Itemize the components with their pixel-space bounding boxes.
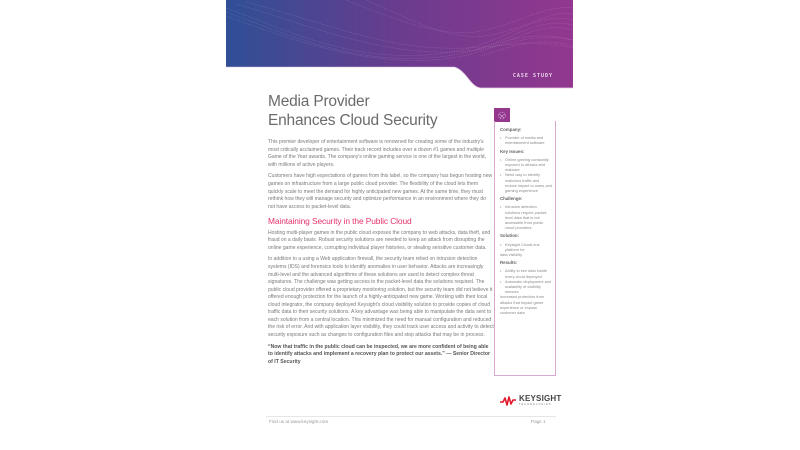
- header-banner: [226, 0, 573, 90]
- keysight-wave-icon: [500, 396, 516, 406]
- sidebar-item: • Need way to identify malicious traffic and reduce impact to users and gaming experience: [500, 172, 552, 193]
- section-paragraph: In addition to a using a Web application firewall, the security team relied on intrusion detection systems (IDS) and forensics tools to identify anomalies in user behavior. Attacks are increasingly multi-level and the advanced algorithms of these solutions are used to detect complex threat signatures. The challenge was getting access to the packet-level data the solutions required. The public cloud provider offered a proprietary monitoring solution, but the security team did not believe it offered enough protection for the launch of a highly-anticipated new game. Working with their local cloud integrator, the company deployed Keysight's cloud visibility solution to provide copies of cloud traffic data to their security solutions. A key advantage was being able to manipulate the data sent to each solution from a central location. This minimized the need for manual configuration and reduced the risk of error. And with application layer visibility, they could track user access and activity to detect security exposure such as changes to configuration files and stop attacks that may be in process.: [268, 256, 494, 338]
- footer-website: Find us at www.keysight.com: [269, 419, 329, 424]
- sidebar-item: • Provider of media and entertainment software: [500, 135, 552, 145]
- sidebar-list-key-issues: [500, 157, 552, 193]
- sidebar-list-company: [500, 135, 552, 145]
- sidebar-item: • Keysight CloudLens platform for: [500, 242, 552, 252]
- intro-paragraph: This premier developer of entertainment software is renowned for creating some of the industry's most critically acclaimed games. Their track record includes over a dozen #1 games and multiple Game of the Year awards. The company's online gaming service is one of the largest in the world, with millions of active players.: [268, 139, 487, 168]
- title-line-1: Media Provider: [268, 93, 370, 110]
- sidebar-label-results: Results:: [500, 260, 518, 266]
- sidebar-label-challenge: Challenge:: [500, 196, 523, 202]
- customer-quote: “Now that traffic in the public cloud can be inspected, we are more confident of being able to identify attacks and implement a recovery plan to protect our assets.” — Senior Director of IT Security: [268, 343, 490, 365]
- sidebar-label-key-issues: Key Issues:: [500, 148, 525, 154]
- logo-tagline: TECHNOLOGIES: [519, 403, 552, 406]
- logo-name: KEYSIGHT: [519, 394, 562, 403]
- cloud-network-icon: [494, 108, 510, 122]
- section-heading: Maintaining Security in the Public Cloud: [268, 215, 412, 226]
- title-line-2: Enhances Cloud Security: [268, 112, 438, 129]
- sidebar-item: data visibility: [500, 252, 523, 258]
- main-body: [268, 139, 494, 367]
- sidebar-list-results: [500, 268, 552, 315]
- sidebar-label-company: Company:: [500, 127, 522, 132]
- document-title: [268, 92, 437, 130]
- sidebar-item: • Intrusion detection solutions require packet-level data that is not accessible from public cloud providers: [500, 204, 552, 230]
- section-paragraph: Hosting multi-player games in the public cloud exposes the company to web attacks, data theft, and fraud on a daily basis. Robust security solutions are needed to keep an attack from disrupting the online game experience, corrupting individual player histories, or stealing sensitive customer data.: [268, 229, 491, 251]
- sidebar-list-solution: [500, 242, 552, 258]
- sidebar-list-challenge: [500, 204, 552, 230]
- sidebar-item: • Online gaming constantly exposed to attacks and malware: [500, 157, 552, 173]
- case-study-label: CASE STUDY: [512, 73, 553, 79]
- footer-divider: [266, 416, 556, 417]
- cloud-network-glyph: [497, 111, 507, 120]
- page-number: Page 1: [531, 419, 546, 424]
- keysight-logo: [500, 395, 562, 407]
- sidebar-label-solution: Solution:: [500, 233, 520, 239]
- sidebar-item: Increased protection from attacks that impact game experience or expose customer data: [500, 294, 545, 316]
- sidebar-item: • Automatic deployment and scalability of visibility sensors: [500, 279, 552, 295]
- summary-sidebar: [494, 121, 556, 376]
- document-page: [226, 0, 573, 450]
- intro-paragraph: Customers have high expectations of games from this label, so the company has begun hosting new games on infrastructure from a large public cloud provider. The flexibility of the cloud lets them quickly scale to meet the demand for highly anticipated new games. At the same time, they must rethink how they will manage security and optimize performance in an environment where they do not have access to packet-level data.: [268, 173, 493, 210]
- sidebar-item: • Ability to see data inside every cloud deployed: [500, 268, 552, 278]
